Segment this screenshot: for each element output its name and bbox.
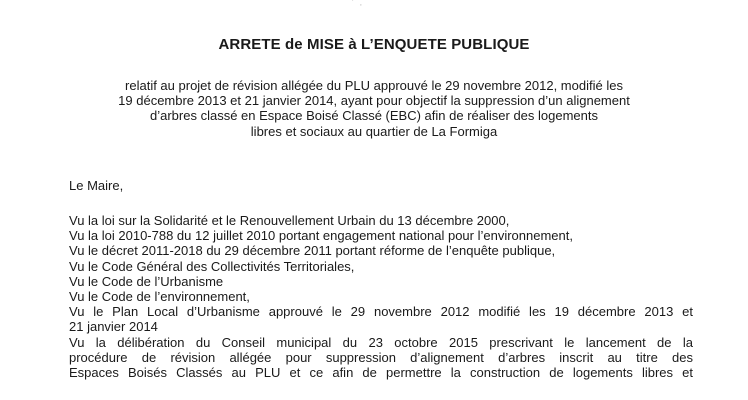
consideration-line: 21 janvier 2014 (69, 319, 158, 335)
consideration-line: Vu le Code de l’Urbanisme (69, 273, 224, 289)
consideration-line: Vu le Code de l’environnement, (69, 288, 250, 304)
consideration-line: Vu la loi 2010-788 du 12 juillet 2010 portant engagement national pour l’environnement, (69, 228, 573, 244)
consideration-line: Vu la délibération du Conseil municipal du 23 octobre 2015 prescrivant le lancement de la (69, 334, 693, 350)
subtitle-line: d’arbres classé en Espace Boisé Classé (EBC) afin de réaliser des logements (150, 108, 598, 124)
consideration-line: Vu le décret 2011-2018 du 29 décembre 2011 portant réforme de l’enquête publique, (69, 243, 556, 259)
subtitle-line: 19 décembre 2013 et 21 janvier 2014, ayant pour objectif la suppression d’un alignement (118, 93, 630, 109)
scan-mark: ' , (352, 0, 364, 6)
greeting: Le Maire, (69, 178, 124, 193)
document-title: ARRETE de MISE à L’ENQUETE PUBLIQUE (218, 36, 530, 53)
consideration-line: Vu le Plan Local d’Urbanisme approuvé le 29 novembre 2012 modifié les 19 décembre 2013 et (69, 304, 693, 320)
consideration-line: Vu le Code Général des Collectivités Territoriales, (69, 258, 355, 274)
consideration-line: Vu la loi sur la Solidarité et le Renouvellement Urbain du 13 décembre 2000, (69, 213, 510, 228)
consideration-line: procédure de révision allégée pour suppression d’alignement d’arbres inscrit au titre des (69, 349, 693, 365)
document-subtitle (0, 78, 748, 139)
considerations-list (69, 213, 709, 380)
subtitle-line: libres et sociaux au quartier de La Formiga (250, 123, 498, 139)
consideration-line: Espaces Boisés Classés au PLU et ce afin de permettre la construction de logements libres et (69, 364, 693, 380)
subtitle-line: relatif au projet de révision allégée du PLU approuvé le 29 novembre 2012, modifié les (125, 78, 623, 93)
